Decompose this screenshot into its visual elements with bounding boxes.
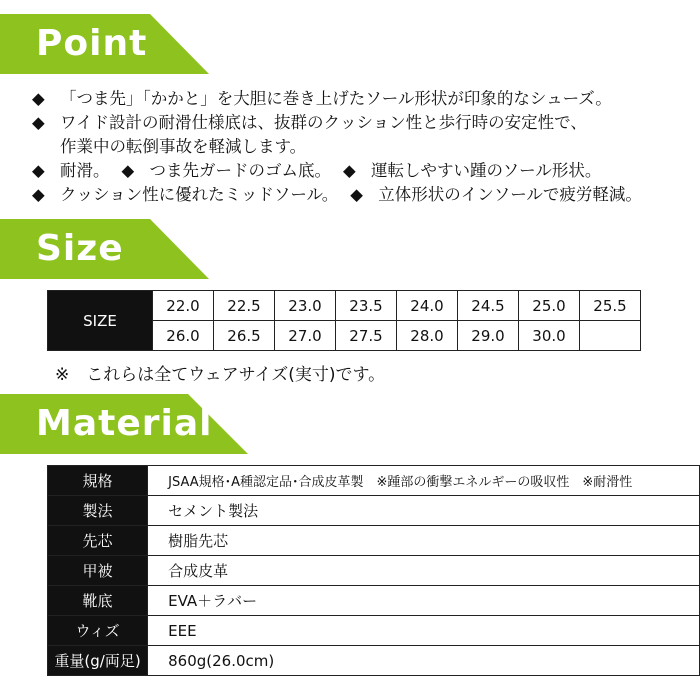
diamond-bullet-icon: ◆ [350,185,363,204]
feature-text: 運転しやすい踵のソール形状。 [371,161,602,180]
material-label: ウィズ [48,616,148,646]
size-cell: 24.0 [397,291,458,321]
size-cell: 27.5 [336,321,397,351]
diamond-bullet-icon: ◆ [32,185,45,204]
material-table [47,465,700,676]
material-value: 合成皮革 [148,556,700,586]
material-row [48,496,700,526]
point-text-1: 「つま先」「かかと」を大胆に巻き上げたソール形状が印象的なシューズ。 [60,89,612,108]
material-row [48,586,700,616]
size-cell-empty [580,321,641,351]
size-cell: 24.5 [458,291,519,321]
size-table [47,290,641,351]
point-line-2 [32,111,692,135]
size-cell: 30.0 [519,321,580,351]
feature-text: 立体形状のインソールで疲労軽減。 [378,185,642,204]
point-title: Point [36,23,148,64]
diamond-bullet-icon: ◆ [121,161,135,180]
material-label: 靴底 [48,586,148,616]
feature-text: クッション性に優れたミッドソール。 [60,185,339,204]
material-row [48,616,700,646]
material-row [48,646,700,676]
material-label: 重量(g/両足) [48,646,148,676]
material-value: EVA＋ラバー [148,586,700,616]
material-label: 規格 [48,466,148,496]
point-features-row-2 [32,183,692,207]
feature-text: つま先ガードのゴム底。 [149,161,331,180]
size-cell: 27.0 [275,321,336,351]
size-cell: 25.5 [580,291,641,321]
feature-text: 耐滑。 [60,161,110,180]
material-value: EEE [148,616,700,646]
diamond-bullet-icon: ◆ [343,161,356,180]
material-value: 樹脂先芯 [148,526,700,556]
point-banner [0,14,209,74]
size-cell: 23.5 [336,291,397,321]
point-features-row-1 [32,159,692,183]
size-banner [0,219,209,279]
size-cell: 26.5 [214,321,275,351]
size-header: SIZE [48,291,153,351]
size-cell: 25.0 [519,291,580,321]
diamond-bullet-icon: ◆ [32,161,45,180]
size-title: Size [36,228,124,269]
point-line-3 [32,135,692,159]
size-cell: 28.0 [397,321,458,351]
material-title: Material [36,403,213,444]
material-label: 甲被 [48,556,148,586]
size-note: ※ これらは全てウェアサイズ(実寸)です。 [55,365,386,385]
material-label: 製法 [48,496,148,526]
diamond-bullet-icon: ◆ [32,89,45,108]
size-cell: 26.0 [153,321,214,351]
material-row [48,556,700,586]
size-cell: 29.0 [458,321,519,351]
material-label: 先芯 [48,526,148,556]
material-row [48,526,700,556]
material-row [48,466,700,496]
size-cell: 22.5 [214,291,275,321]
diamond-bullet-icon: ◆ [32,113,45,132]
material-value: JSAA規格･A種認定品･合成皮革製 ※踵部の衝撃エネルギーの吸収性 ※耐滑性 [148,466,700,496]
point-line-1 [32,87,692,111]
point-list [32,87,692,207]
size-row-1 [48,291,641,321]
size-cell: 22.0 [153,291,214,321]
point-text-2: ワイド設計の耐滑仕様底は、抜群のクッション性と歩行時の安定性で、 [60,113,587,132]
material-value: セメント製法 [148,496,700,526]
size-cell: 23.0 [275,291,336,321]
material-banner [0,394,250,454]
point-text-3: 作業中の転倒事故を軽減します。 [60,137,307,156]
material-value: 860g(26.0cm) [148,646,700,676]
